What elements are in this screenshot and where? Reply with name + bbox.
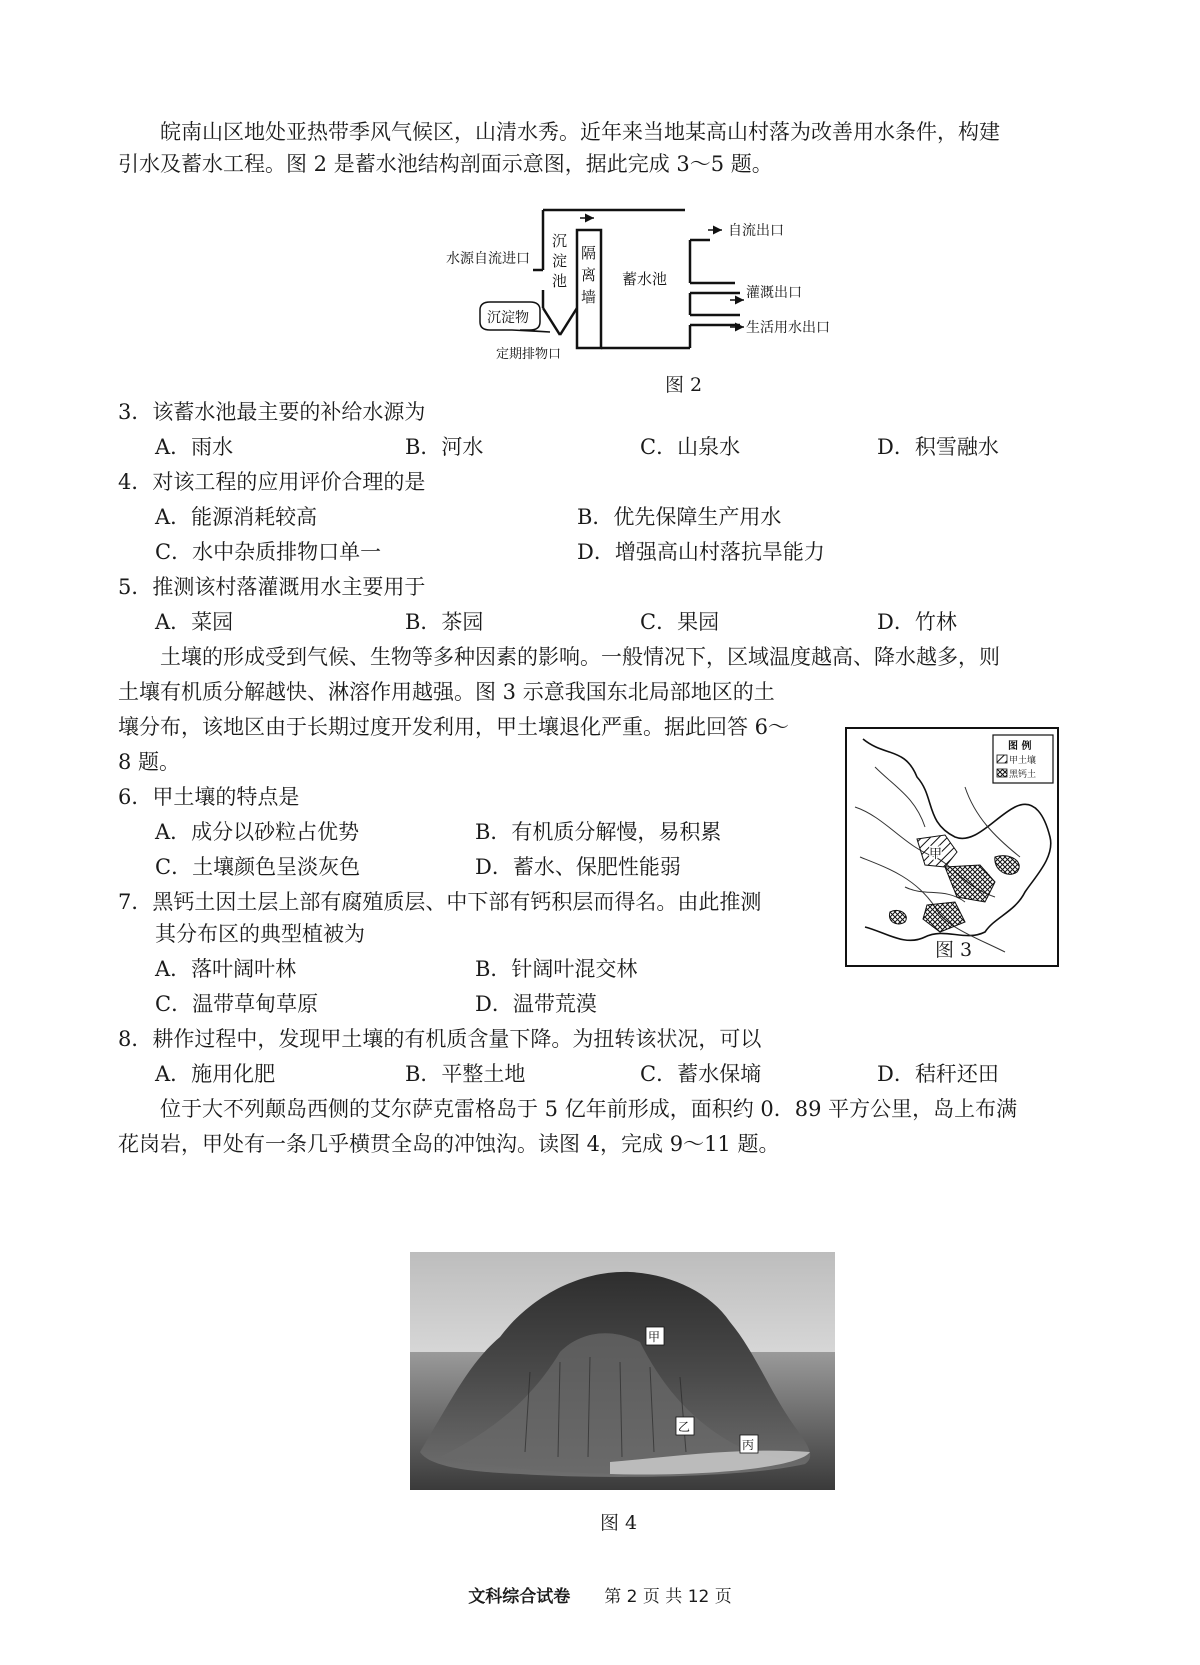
drain-label: 定期排物口 — [496, 347, 562, 362]
legend-title: 图 例 — [1008, 741, 1032, 752]
figure2-caption: 图 2 — [665, 374, 703, 396]
q8-option-b: B．平整土地 — [405, 1062, 526, 1086]
q5-option-b: B．茶园 — [405, 610, 484, 634]
q6-option-a: A．成分以砂粒占优势 — [155, 820, 360, 844]
q3-option-a: A．雨水 — [155, 435, 234, 459]
partition-char-2: 离 — [581, 266, 597, 284]
q7-stem-line1: 7．黑钙土因土层上部有腐殖质层、中下部有钙积层而得名。由此推测 — [118, 890, 762, 914]
q3-option-c: C．山泉水 — [640, 435, 741, 459]
passage3-line1: 位于大不列颠岛西侧的艾尔萨克雷格岛于 5 亿年前形成，面积约 0．89 平方公里，岛上布满 — [160, 1097, 1018, 1121]
q5-option-d: D．竹林 — [877, 610, 957, 634]
legend-item-jia: 甲土壤 — [1009, 756, 1037, 766]
inlet-label: 水源自流进口 — [446, 251, 530, 267]
outlet-domestic-label: 生活用水出口 — [746, 320, 830, 336]
q5-stem: 5．推测该村落灌溉用水主要用于 — [118, 575, 426, 599]
q6-option-c: C．土壤颜色呈淡灰色 — [155, 855, 361, 879]
q8-option-d: D．秸秆还田 — [877, 1062, 999, 1086]
map-jia-label: 甲 — [929, 847, 943, 862]
partition-char-3: 墙 — [581, 288, 597, 306]
photo-label-yi: 乙 — [678, 1420, 691, 1434]
figure3-map — [845, 727, 1060, 967]
q4-option-c: C．水中杂质排物口单一 — [155, 540, 382, 564]
legend-item-heigai: 黑钙土 — [1009, 770, 1037, 780]
q7-option-c: C．温带草甸草原 — [155, 992, 319, 1016]
q5-option-a: A．菜园 — [155, 610, 234, 634]
outlet-flow-label: 自流出口 — [728, 223, 784, 239]
settling-pool-char-2: 淀 — [552, 252, 568, 270]
q4-option-d: D．增强高山村落抗旱能力 — [577, 540, 825, 564]
figure4-island-photo — [410, 1252, 835, 1490]
q6-option-d: D．蓄水、保肥性能弱 — [475, 855, 681, 879]
footer-title: 文科综合试卷 — [468, 1587, 571, 1607]
passage2-line4: 8 题。 — [118, 750, 181, 774]
outlet-irrigation-label: 灌溉出口 — [746, 285, 802, 301]
q7-option-d: D．温带荒漠 — [475, 992, 597, 1016]
q8-option-a: A．施用化肥 — [155, 1062, 276, 1086]
q8-option-c: C．蓄水保墒 — [640, 1062, 762, 1086]
footer-page-number: 第 2 页 共 12 页 — [604, 1587, 732, 1607]
q4-option-b: B．优先保障生产用水 — [577, 505, 782, 529]
sediment-label: 沉淀物 — [487, 310, 529, 326]
q8-stem: 8．耕作过程中，发现甲土壤的有机质含量下降。为扭转该状况，可以 — [118, 1027, 762, 1051]
q3-option-d: D．积雪融水 — [877, 435, 999, 459]
q3-stem: 3．该蓄水池最主要的补给水源为 — [118, 400, 426, 424]
passage2-line2: 土壤有机质分解越快、淋溶作用越强。图 3 示意我国东北局部地区的土 — [118, 680, 775, 704]
q7-option-a: A．落叶阔叶林 — [155, 957, 297, 981]
partition-char-1: 隔 — [581, 244, 597, 262]
figure2-diagram — [440, 200, 860, 370]
q4-option-a: A．能源消耗较高 — [155, 505, 318, 529]
q6-stem: 6．甲土壤的特点是 — [118, 785, 300, 809]
passage1-line1: 皖南山区地处亚热带季风气候区，山清水秀。近年来当地某高山村落为改善用水条件，构建 — [160, 120, 1000, 144]
q7-stem-line2: 其分布区的典型植被为 — [155, 922, 365, 946]
photo-label-bing: 丙 — [742, 1438, 755, 1452]
passage1-line2: 引水及蓄水工程。图 2 是蓄水池结构剖面示意图，据此完成 3～5 题。 — [118, 152, 773, 176]
passage2-line1: 土壤的形成受到气候、生物等多种因素的影响。一般情况下，区域温度越高、降水越多，则 — [160, 645, 1000, 669]
q6-option-b: B．有机质分解慢，易积累 — [475, 820, 722, 844]
reservoir-label: 蓄水池 — [622, 270, 668, 288]
q4-stem: 4．对该工程的应用评价合理的是 — [118, 470, 426, 494]
q7-option-b: B．针阔叶混交林 — [475, 957, 638, 981]
passage2-line3: 壤分布，该地区由于长期过度开发利用，甲土壤退化严重。据此回答 6～ — [118, 715, 790, 739]
figure4-caption: 图 4 — [600, 1512, 638, 1534]
page-footer — [0, 1582, 1200, 1607]
settling-pool-char-3: 池 — [552, 272, 568, 290]
photo-label-jia: 甲 — [648, 1330, 661, 1344]
q3-option-b: B．河水 — [405, 435, 484, 459]
passage3-line2: 花岗岩，甲处有一条几乎横贯全岛的冲蚀沟。读图 4，完成 9～11 题。 — [118, 1132, 780, 1156]
q5-option-c: C．果园 — [640, 610, 720, 634]
figure3-caption: 图 3 — [935, 939, 973, 961]
settling-pool-char-1: 沉 — [552, 232, 568, 250]
